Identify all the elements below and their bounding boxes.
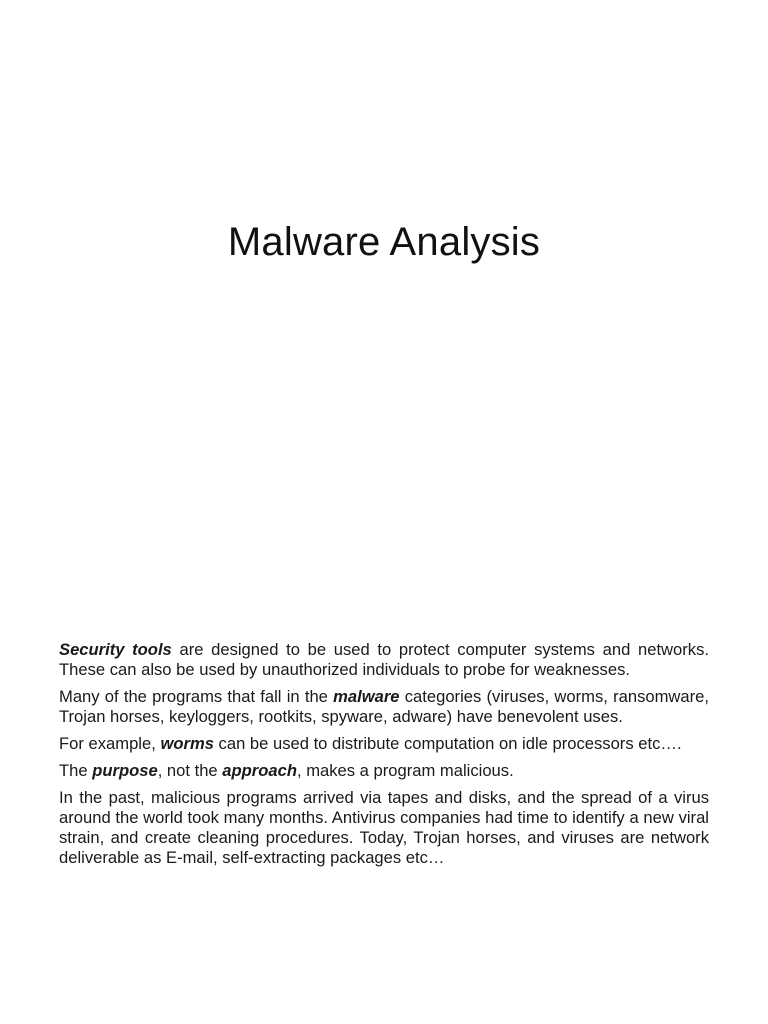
- paragraph-text: , makes a program malicious.: [296, 761, 514, 780]
- paragraph-text: For example,: [59, 734, 161, 753]
- emphasis-worms: worms: [160, 734, 214, 753]
- slide-title: Malware Analysis: [227, 220, 541, 264]
- paragraph-text: The: [59, 761, 93, 780]
- emphasis-approach: approach: [222, 761, 297, 780]
- paragraph-malware-categories: [59, 687, 709, 727]
- paragraph-worms-example: [59, 734, 709, 754]
- slide-body: [59, 640, 709, 875]
- paragraph-text: Many of the programs that fall in the: [59, 687, 334, 706]
- paragraph-text: , not the: [157, 761, 223, 780]
- paragraph-history: In the past, malicious programs arrived via tapes and disks, and the spread of a virus around the world took many months. Antivirus companies had time to identify a new viral strain, and create cleaning procedures. Today, Trojan horses, and viruses are network deliverable as E-mail, self-extracting packages etc…: [59, 788, 709, 867]
- paragraph-security-tools: [59, 640, 709, 680]
- emphasis-purpose: purpose: [92, 761, 158, 780]
- emphasis-malware: malware: [333, 687, 400, 706]
- emphasis-security-tools: Security tools: [59, 640, 172, 659]
- paragraph-text: can be used to distribute computation on idle processors etc….: [213, 734, 682, 753]
- paragraph-purpose: [59, 761, 709, 781]
- paragraph-text: are designed to be used to protect computer systems and networks. These can also be used by unauthorized individuals to probe for weaknesses.: [59, 640, 709, 679]
- paragraph-text: categories (viruses, worms, ransomware, Trojan horses, keyloggers, rootkits, spyware, adware) have benevolent uses.: [59, 687, 709, 726]
